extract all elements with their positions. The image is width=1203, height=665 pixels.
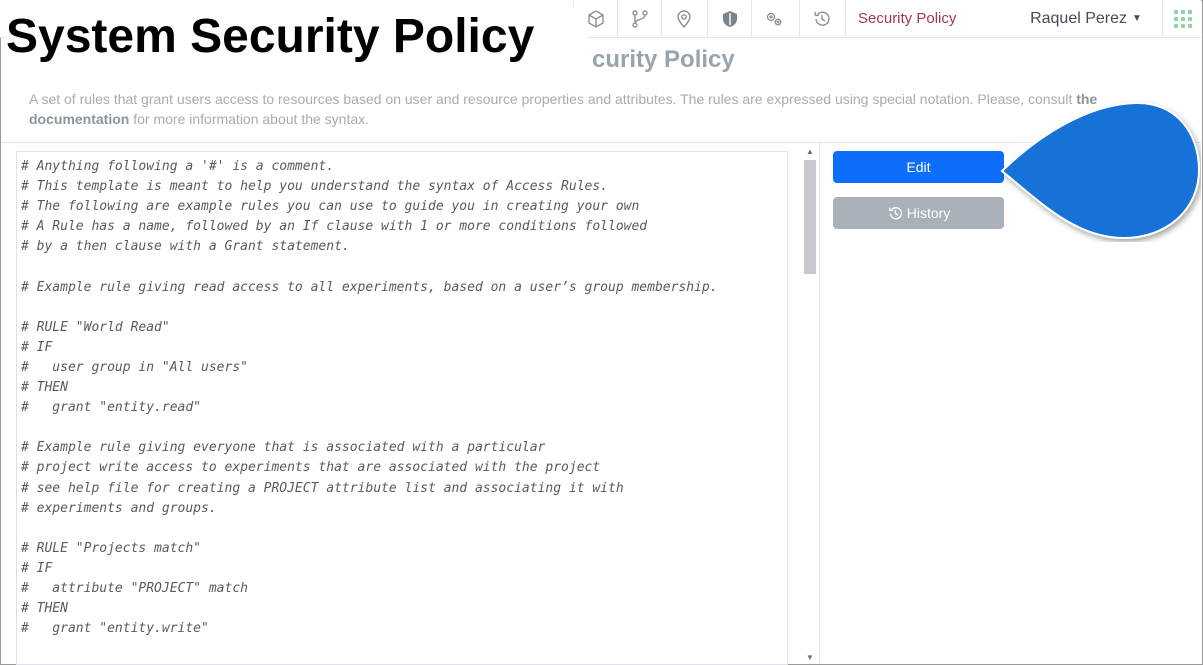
code-line: # Example rule giving read access to all experiments, based on a user’s group membership. <box>21 279 718 295</box>
code-line: # grant "entity.write" <box>21 621 209 637</box>
code-line: # project write access to experiments that are associated with the project <box>21 460 601 476</box>
code-line: # experiments and groups. <box>21 500 217 516</box>
edit-button[interactable]: Edit <box>833 151 1004 183</box>
code-line: # Anything following a '#' is a comment. <box>21 159 335 174</box>
editor-scrollbar[interactable] <box>803 147 817 663</box>
page-heading: curity Policy <box>592 46 735 73</box>
history-icon <box>887 205 904 222</box>
history-icon[interactable] <box>799 0 844 37</box>
policy-code <box>17 152 787 639</box>
description-lead: A set of rules that grant users access to resources based on user and resource properties and attributes. The rules are expressed using special notation. Please, consult <box>29 91 1077 107</box>
history-label: History <box>906 205 951 221</box>
location-pin-icon[interactable] <box>661 0 706 37</box>
code-line: # THEN <box>21 380 68 396</box>
description-tail: for more information about the syntax. <box>129 111 370 127</box>
documentation-link[interactable]: the documentation <box>29 91 1098 127</box>
code-line: # IF <box>21 560 53 576</box>
scroll-down-icon[interactable]: ▼ <box>806 653 814 662</box>
code-line <box>21 519 787 539</box>
scroll-thumb[interactable] <box>804 160 816 274</box>
shield-icon[interactable] <box>707 0 752 37</box>
panel-divider <box>819 143 820 663</box>
code-line: # user group in "All users" <box>21 359 248 375</box>
code-line: # RULE "World Read" <box>21 319 170 335</box>
code-line <box>21 418 787 438</box>
code-line: # The following are example rules you can use to guide you in creating your own <box>21 199 640 215</box>
callout-pointer <box>996 98 1201 242</box>
code-line: # by a then clause with a Grant statement. <box>21 239 350 255</box>
code-line: # This template is meant to help you understand the syntax of Access Rules. <box>21 179 608 195</box>
code-line: # IF <box>21 339 53 355</box>
nav-item-security-policy[interactable]: Security Policy <box>845 0 1010 37</box>
code-line: # grant "entity.read" <box>21 400 202 416</box>
code-line: # RULE "Projects match" <box>21 540 202 556</box>
code-line: # Example rule giving everyone that is associated with a particular <box>21 440 546 456</box>
code-line: # A Rule has a name, followed by an If clause with 1 or more conditions followed <box>21 219 648 235</box>
code-line: # THEN <box>21 601 68 617</box>
page-description <box>29 89 1129 129</box>
code-line: # attribute "PROJECT" match <box>21 580 248 596</box>
app-launcher-icon[interactable] <box>1162 0 1202 37</box>
user-menu[interactable] <box>1010 0 1162 37</box>
overlay-title: System Security Policy <box>6 6 588 68</box>
gears-icon[interactable] <box>751 0 796 37</box>
code-line <box>21 257 787 277</box>
user-name: Raquel Perez <box>1030 9 1128 27</box>
policy-editor[interactable] <box>16 151 788 665</box>
code-line <box>21 298 787 318</box>
history-button[interactable] <box>833 197 1004 229</box>
scroll-up-icon[interactable]: ▲ <box>806 147 814 156</box>
code-line: # see help file for creating a PROJECT attribute list and associating it with <box>21 480 624 496</box>
branch-icon[interactable] <box>617 0 662 37</box>
caret-down-icon: ▼ <box>1132 13 1142 24</box>
